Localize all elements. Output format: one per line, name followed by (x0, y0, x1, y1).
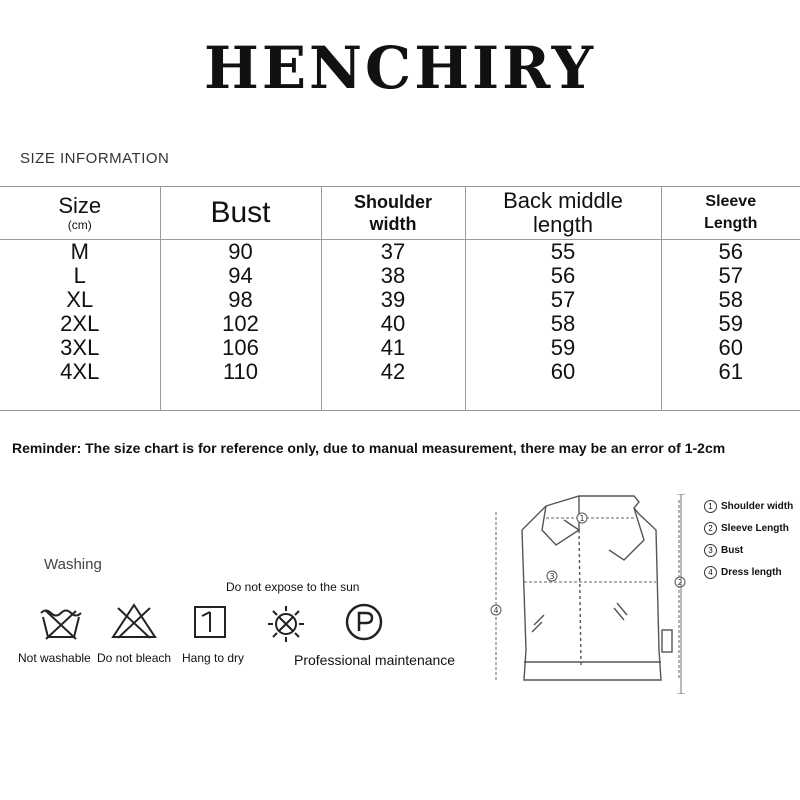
cell-sleeve: 60 (661, 336, 800, 360)
header-sleeve-line2: Length (704, 215, 758, 232)
legend-number: 4 (704, 566, 717, 579)
cell-sleeve: 61 (661, 360, 800, 384)
legend-bracket (676, 494, 686, 694)
legend-item (704, 544, 743, 557)
legend-number: 3 (704, 544, 717, 557)
professional-clean-icon (344, 602, 384, 642)
diagram-marker-2: 2 (677, 578, 683, 587)
cell-back: 56 (465, 264, 661, 288)
header-size-label: Size (58, 193, 102, 218)
header-bust-label: Bust (210, 196, 271, 229)
cell-size: M (0, 240, 160, 265)
cell-size: XL (0, 288, 160, 312)
header-shoulder-line2: width (369, 214, 417, 234)
cell-shoulder: 39 (321, 288, 465, 312)
cell-shoulder: 42 (321, 360, 465, 384)
care-label-professional: Professional maintenance (294, 652, 456, 668)
cell-bust: 98 (160, 288, 321, 312)
cell-size: 4XL (0, 360, 160, 384)
table-row (0, 360, 800, 384)
table-header-row (0, 187, 800, 240)
legend-label: Shoulder width (721, 501, 794, 512)
header-sleeve (661, 187, 800, 240)
care-label-not-washable: Not washable (18, 651, 91, 665)
cell-sleeve: 57 (661, 264, 800, 288)
table-row (0, 312, 800, 336)
cell-sleeve: 59 (661, 312, 800, 336)
cell-bust: 102 (160, 312, 321, 336)
header-back-line1: Back middle (503, 188, 623, 213)
diagram-marker-4: 4 (493, 606, 499, 615)
header-back-line2: length (533, 212, 593, 237)
cell-bust: 90 (160, 240, 321, 265)
cell-bust: 110 (160, 360, 321, 384)
cell-sleeve: 56 (661, 240, 800, 265)
legend-label: Dress length (721, 567, 782, 578)
cell-back: 60 (465, 360, 661, 384)
cell-size: 3XL (0, 336, 160, 360)
table-row (0, 288, 800, 312)
size-table (0, 186, 800, 411)
cell-back: 55 (465, 240, 661, 265)
cell-back: 57 (465, 288, 661, 312)
legend-item (704, 522, 789, 535)
reminder-text: Reminder: The size chart is for reference only, due to manual measurement, there may be an error of 1-2cm (12, 440, 726, 456)
diagram-marker-3: 3 (549, 572, 555, 581)
cell-back: 59 (465, 336, 661, 360)
legend-label: Sleeve Length (721, 523, 789, 534)
do-not-bleach-icon (110, 602, 158, 640)
legend-number: 1 (704, 500, 717, 513)
cell-back: 58 (465, 312, 661, 336)
header-size-unit: (cm) (67, 218, 92, 232)
header-bust (160, 187, 321, 240)
hang-to-dry-icon (192, 604, 228, 640)
diagram-marker-1: 1 (579, 514, 585, 523)
cell-bust: 106 (160, 336, 321, 360)
no-sun-icon (266, 604, 306, 644)
cell-sleeve: 58 (661, 288, 800, 312)
header-size (0, 187, 160, 240)
legend-item (704, 566, 782, 579)
legend-number: 2 (704, 522, 717, 535)
table-row (0, 240, 800, 265)
care-label-hang-to-dry: Hang to dry (182, 651, 245, 665)
header-sleeve-line1: Sleeve (705, 193, 757, 210)
cell-shoulder: 41 (321, 336, 465, 360)
cell-shoulder: 40 (321, 312, 465, 336)
header-shoulder (321, 187, 465, 240)
cell-size: L (0, 264, 160, 288)
cell-size: 2XL (0, 312, 160, 336)
care-label-do-not-bleach: Do not bleach (97, 651, 172, 665)
brand-logo: HENCHIRY (204, 34, 596, 102)
table-row (0, 336, 800, 360)
header-back (465, 187, 661, 240)
washing-title: Washing (44, 556, 102, 573)
cell-shoulder: 37 (321, 240, 465, 265)
header-shoulder-line1: Shoulder (353, 192, 432, 212)
table-blank-row (0, 384, 800, 411)
section-title: SIZE INFORMATION (20, 150, 170, 167)
table-row (0, 264, 800, 288)
sun-note: Do not expose to the sun (226, 580, 360, 594)
not-washable-icon (38, 605, 84, 641)
legend-item (704, 500, 793, 513)
cell-shoulder: 38 (321, 264, 465, 288)
vest-diagram (484, 490, 700, 695)
legend-label: Bust (721, 545, 744, 556)
cell-bust: 94 (160, 264, 321, 288)
